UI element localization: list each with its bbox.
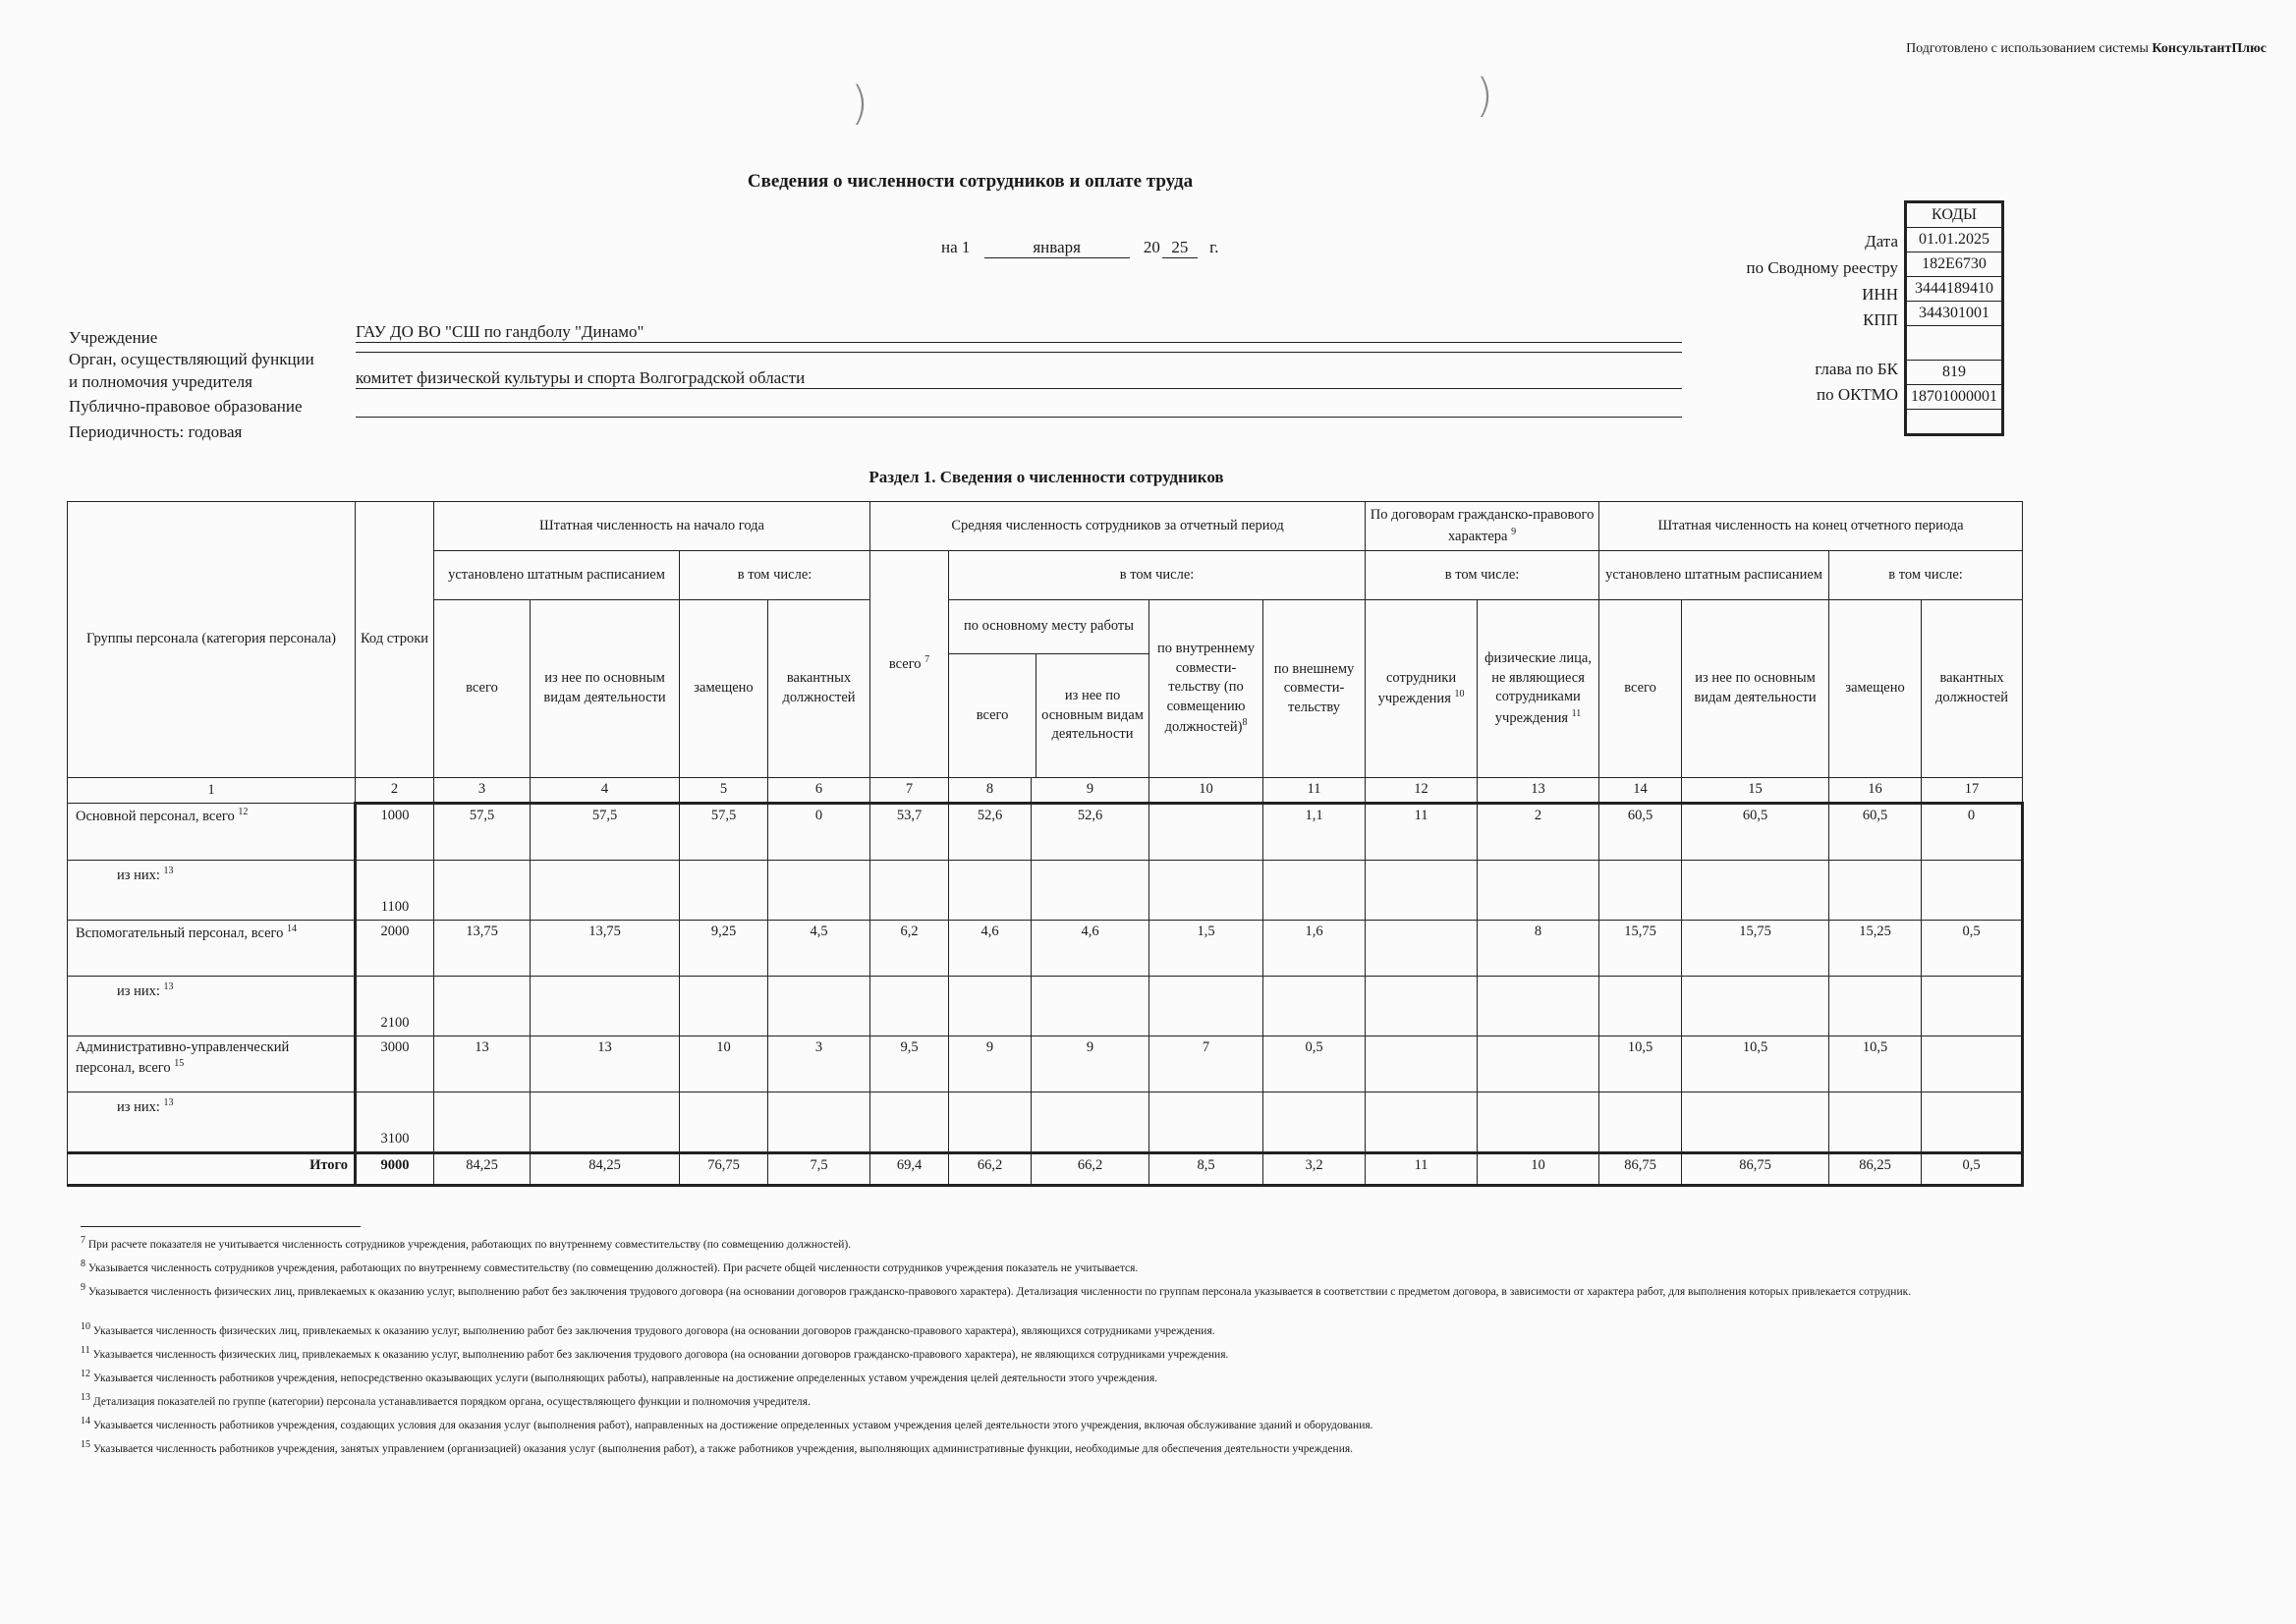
code-registry: 182Е6730 — [1906, 252, 2003, 277]
h-main-place-block — [949, 600, 1149, 778]
value-cell — [1829, 1092, 1922, 1152]
value-cell — [434, 860, 531, 920]
value-cell — [1599, 976, 1682, 1036]
code-empty-2 — [1906, 410, 2003, 435]
group-name — [68, 920, 356, 976]
h-code: Код строки — [356, 502, 434, 778]
value-cell: 84,25 — [434, 1152, 531, 1185]
footnote-text: При расчете показателя не учитывается численность сотрудников учреждения, работающих по внутреннему совместительству (по совмещению должностей). — [87, 1238, 852, 1251]
col-num: 15 — [1682, 778, 1829, 804]
date-year-suffix: 25 — [1162, 238, 1198, 258]
founder-label-2: и полномочия учредителя — [69, 372, 252, 391]
code-date: 01.01.2025 — [1906, 228, 2003, 252]
value-cell: 4,6 — [1032, 920, 1149, 976]
value-cell — [1149, 803, 1263, 860]
row-code: 2000 — [356, 920, 434, 976]
group-name-text: Итого — [309, 1156, 348, 1173]
h-end-established: установлено штатным расписанием — [1599, 551, 1829, 600]
footnote — [81, 1320, 1987, 1340]
value-cell: 4,6 — [949, 920, 1032, 976]
h-internal-sup: 8 — [1242, 717, 1248, 729]
h-end-main-activity: из нее по основным видам деятельности — [1682, 600, 1829, 778]
h-avg-total-text: всего — [888, 656, 922, 673]
value-cell — [1922, 860, 2023, 920]
value-cell: 7,5 — [768, 1152, 870, 1185]
document-title: Сведения о численности сотрудников и оплате труда — [747, 171, 1194, 192]
value-cell — [531, 1092, 680, 1152]
footnote-number: 12 — [81, 1369, 90, 1379]
group-name-text: из них: — [117, 867, 160, 883]
date-g: г. — [1209, 238, 1219, 256]
h-avg: Средняя численность сотрудников за отчетный период — [870, 502, 1366, 551]
footnote-text: Указывается численность работников учреждения, занятых управлением (организацией) оказания услуг (выполнения работ), а также работников учреждения, выполняющих административные функции, необходимые для обеспечения деятельности учреждения. — [92, 1442, 1354, 1455]
group-name-text: из них: — [117, 982, 160, 999]
footnote-separator — [81, 1226, 361, 1227]
footnote — [81, 1368, 1987, 1387]
value-cell — [1366, 920, 1478, 976]
h-internal — [1149, 600, 1263, 778]
footnote-number: 15 — [81, 1439, 90, 1450]
value-cell: 57,5 — [434, 803, 531, 860]
value-cell — [1149, 860, 1263, 920]
value-cell — [1478, 1092, 1599, 1152]
value-cell: 15,75 — [1682, 920, 1829, 976]
h-start-filled: замещено — [680, 600, 768, 778]
h-employees — [1366, 600, 1478, 778]
value-cell: 10,5 — [1682, 1036, 1829, 1092]
founder-label-1: Орган, осуществляющий функции — [69, 350, 314, 368]
value-cell — [1366, 1092, 1478, 1152]
footnote-text: Указывается численность работников учреждения, непосредственно оказывающих услуги (выполняющих работы), направленные на достижение определенных уставом учреждения целей деятельности этого учреждения. — [92, 1372, 1158, 1384]
value-cell: 0,5 — [1263, 1036, 1366, 1092]
value-cell — [680, 1092, 768, 1152]
h-start-vacant: вакантных должностей — [768, 600, 870, 778]
h-internal-text: по внутреннему совмести-тельству (по совмещению должностей) — [1156, 641, 1256, 736]
footnote-number: 14 — [81, 1416, 90, 1427]
footnote-text: Указывается численность сотрудников учреждения, работающих по внутреннему совместительству (по совмещению должностей). При расчете общей численности сотрудников учреждения показатель не учитывается. — [87, 1261, 1139, 1274]
row-code: 9000 — [356, 1152, 434, 1185]
value-cell — [1682, 976, 1829, 1036]
h-main-place-total: всего — [949, 654, 1036, 778]
footnote-number: 13 — [81, 1392, 90, 1403]
value-cell: 9,5 — [870, 1036, 949, 1092]
value-cell — [1922, 1092, 2023, 1152]
value-cell: 10,5 — [1599, 1036, 1682, 1092]
h-start: Штатная численность на начало года — [434, 502, 870, 551]
h-main-place-inner — [949, 600, 1148, 777]
footnote — [81, 1234, 1987, 1254]
value-cell: 13 — [434, 1036, 531, 1092]
value-cell — [1922, 1036, 2023, 1092]
col-num: 7 — [870, 778, 949, 804]
h-avg-total — [870, 551, 949, 778]
col-num: 4 — [531, 778, 680, 804]
prepared-prefix: Подготовлено с использованием системы — [1906, 41, 2153, 56]
col-num: 5 — [680, 778, 768, 804]
group-footnote-ref: 14 — [287, 923, 297, 934]
h-end-filled: замещено — [1829, 600, 1922, 778]
code-inn: 3444189410 — [1906, 277, 2003, 302]
h-end-incl: в том числе: — [1829, 551, 2023, 600]
footnote — [81, 1438, 1987, 1458]
h-main-place: по основному месту работы — [949, 600, 1148, 654]
row-code: 1000 — [356, 803, 434, 860]
value-cell — [949, 1092, 1032, 1152]
value-cell: 66,2 — [1032, 1152, 1149, 1185]
footnote-number: 11 — [81, 1345, 90, 1356]
value-cell: 0 — [768, 803, 870, 860]
value-cell: 0 — [1922, 803, 2023, 860]
value-cell — [1263, 860, 1366, 920]
value-cell — [1263, 1092, 1366, 1152]
staff-table — [67, 501, 2024, 1187]
footnote — [81, 1415, 1987, 1434]
col-num: 9 — [1032, 778, 1149, 804]
section-title: Раздел 1. Сведения о численности сотрудников — [868, 468, 1224, 486]
h-start-established: установлено штатным расписанием — [434, 551, 680, 600]
value-cell: 57,5 — [531, 803, 680, 860]
col-num: 13 — [1478, 778, 1599, 804]
code-empty-1 — [1906, 326, 2003, 361]
value-cell: 84,25 — [531, 1152, 680, 1185]
value-cell: 8,5 — [1149, 1152, 1263, 1185]
table-row — [68, 860, 2023, 920]
col-num: 11 — [1263, 778, 1366, 804]
value-cell: 15,25 — [1829, 920, 1922, 976]
col-num: 1 — [68, 778, 356, 804]
value-cell — [1366, 976, 1478, 1036]
value-cell — [1032, 1092, 1149, 1152]
codes-table — [1904, 200, 2004, 436]
value-cell: 13,75 — [531, 920, 680, 976]
footnote-text: Указывается численность работников учреждения, создающих условия для оказания услуг (выполнения работ), направленных на достижение определенных уставом учреждения целей деятельности этого учреждения, включая обслуживание зданий и оборудования. — [92, 1419, 1373, 1431]
col-num: 10 — [1149, 778, 1263, 804]
founder-line — [356, 352, 1682, 353]
group-name — [68, 1152, 356, 1185]
institution-value: ГАУ ДО ВО "СШ по гандболу "Динамо" — [356, 322, 1682, 343]
value-cell — [531, 976, 680, 1036]
value-cell: 76,75 — [680, 1152, 768, 1185]
h-gph — [1366, 502, 1599, 551]
h-end-total: всего — [1599, 600, 1682, 778]
value-cell — [1599, 860, 1682, 920]
codes-header: КОДЫ — [1906, 202, 2003, 228]
group-footnote-ref: 15 — [174, 1058, 185, 1070]
value-cell: 2 — [1478, 803, 1599, 860]
col-num: 3 — [434, 778, 531, 804]
value-cell: 13,75 — [434, 920, 531, 976]
h-avg-incl: в том числе: — [949, 551, 1366, 600]
group-name — [68, 1036, 356, 1092]
value-cell: 9 — [1032, 1036, 1149, 1092]
footnote — [81, 1391, 1987, 1411]
public-entity-value — [356, 397, 1682, 418]
value-cell: 4,5 — [768, 920, 870, 976]
h-employees-text: сотрудники учреждения — [1377, 669, 1457, 706]
group-name — [68, 976, 356, 1036]
col-num: 14 — [1599, 778, 1682, 804]
footnote-number: 9 — [81, 1282, 85, 1293]
value-cell — [1366, 860, 1478, 920]
value-cell: 13 — [531, 1036, 680, 1092]
h-start-main-activity: из нее по основным видам деятельности — [531, 600, 680, 778]
table-row — [68, 976, 2023, 1036]
prepared-brand: КонсультантПлюс — [2152, 41, 2267, 56]
date-prefix: на 1 — [941, 238, 971, 256]
value-cell — [1682, 1092, 1829, 1152]
table-row — [68, 803, 2023, 860]
value-cell: 86,25 — [1829, 1152, 1922, 1185]
value-cell: 1,6 — [1263, 920, 1366, 976]
footnote — [81, 1281, 1987, 1301]
total-row — [68, 1152, 2023, 1185]
label-oktmo: по ОКТМО — [1816, 385, 1898, 404]
value-cell: 57,5 — [680, 803, 768, 860]
value-cell: 0,5 — [1922, 1152, 2023, 1185]
value-cell — [949, 976, 1032, 1036]
col-num: 2 — [356, 778, 434, 804]
value-cell — [680, 860, 768, 920]
value-cell: 9,25 — [680, 920, 768, 976]
prepared-note — [1906, 41, 2267, 57]
h-end-vacant: вакантных должностей — [1922, 600, 2023, 778]
scan-mark-left: ) — [851, 77, 868, 130]
group-footnote-ref: 13 — [163, 1096, 174, 1108]
value-cell: 60,5 — [1599, 803, 1682, 860]
public-entity-label: Публично-правовое образование — [69, 397, 303, 416]
h-gph-text: По договорам гражданско-правового характера — [1370, 507, 1595, 544]
col-num: 6 — [768, 778, 870, 804]
value-cell — [949, 860, 1032, 920]
group-name — [68, 1092, 356, 1152]
value-cell — [870, 1092, 949, 1152]
h-avg-total-sup: 7 — [924, 654, 930, 666]
value-cell: 86,75 — [1599, 1152, 1682, 1185]
value-cell: 60,5 — [1682, 803, 1829, 860]
date-year-prefix: 20 — [1143, 238, 1160, 256]
value-cell: 53,7 — [870, 803, 949, 860]
row-code: 3000 — [356, 1036, 434, 1092]
row-code: 1100 — [356, 860, 434, 920]
report-date-line — [941, 238, 1218, 258]
value-cell: 1,5 — [1149, 920, 1263, 976]
founder-value: комитет физической культуры и спорта Волгоградской области — [356, 368, 1682, 389]
footnote-text: Указывается численность физических лиц, привлекаемых к оказанию услуг, выполнению работ без заключения трудового договора (на основании договоров гражданско-правового характера), не являющихся сотрудниками учреждения. — [92, 1348, 1229, 1361]
value-cell — [1478, 976, 1599, 1036]
value-cell — [1032, 976, 1149, 1036]
value-cell: 7 — [1149, 1036, 1263, 1092]
row-code: 2100 — [356, 976, 434, 1036]
footnote — [81, 1344, 1987, 1364]
group-footnote-ref: 13 — [163, 980, 174, 992]
date-month: января — [984, 238, 1130, 258]
h-gph-sup: 9 — [1511, 526, 1517, 537]
label-bk: глава по БК — [1815, 360, 1898, 378]
value-cell — [680, 976, 768, 1036]
group-name-text: Вспомогательный персонал, всего — [76, 924, 284, 941]
value-cell — [434, 1092, 531, 1152]
footnote-text: Указывается численность физических лиц, привлекаемых к оказанию услуг, выполнению работ без заключения трудового договора (на основании договоров гражданско-правового характера). Детализация численности по группам персонала указывается в соответствии с предметом договора, в зависимости от характера работ, для выполнения которых привлекается сотрудник. — [87, 1285, 1912, 1298]
h-group: Группы персонала (категория персонала) — [68, 502, 356, 778]
value-cell — [1149, 976, 1263, 1036]
value-cell: 3 — [768, 1036, 870, 1092]
column-numbers-row — [68, 778, 2023, 804]
value-cell — [1478, 860, 1599, 920]
value-cell: 11 — [1366, 803, 1478, 860]
value-cell: 69,4 — [870, 1152, 949, 1185]
footnote — [81, 1258, 1987, 1277]
h-physical — [1478, 600, 1599, 778]
label-kpp: КПП — [1863, 310, 1898, 329]
value-cell: 86,75 — [1682, 1152, 1829, 1185]
code-oktmo: 18701000001 — [1906, 385, 2003, 410]
group-footnote-ref: 12 — [238, 806, 249, 817]
value-cell: 6,2 — [870, 920, 949, 976]
table-row — [68, 1092, 2023, 1152]
value-cell: 15,75 — [1599, 920, 1682, 976]
value-cell: 60,5 — [1829, 803, 1922, 860]
value-cell: 66,2 — [949, 1152, 1032, 1185]
group-name-text: Административно-управленческий персонал, всего — [76, 1038, 290, 1076]
footnote-number: 7 — [81, 1235, 85, 1246]
col-num: 17 — [1922, 778, 2023, 804]
label-date: Дата — [1865, 232, 1898, 251]
group-name-text: из них: — [117, 1098, 160, 1115]
value-cell — [1366, 1036, 1478, 1092]
footnote-text: Указывается численность физических лиц, привлекаемых к оказанию услуг, выполнению работ без заключения трудового договора (на основании договоров гражданско-правового характера), являющихся сотрудниками учреждения. — [92, 1324, 1215, 1337]
value-cell: 11 — [1366, 1152, 1478, 1185]
value-cell: 10,5 — [1829, 1036, 1922, 1092]
codes-block — [1904, 200, 2004, 436]
value-cell: 9 — [949, 1036, 1032, 1092]
label-inn: ИНН — [1862, 285, 1898, 304]
value-cell — [768, 976, 870, 1036]
value-cell — [1829, 976, 1922, 1036]
value-cell — [434, 976, 531, 1036]
value-cell: 10 — [1478, 1152, 1599, 1185]
label-registry: по Сводному реестру — [1746, 258, 1898, 277]
value-cell: 52,6 — [949, 803, 1032, 860]
h-start-incl: в том числе: — [680, 551, 870, 600]
h-end: Штатная численность на конец отчетного периода — [1599, 502, 2023, 551]
value-cell: 1,1 — [1263, 803, 1366, 860]
h-physical-text: физические лица, не являющиеся сотрудниками учреждения — [1484, 649, 1592, 726]
periodicity-label: Периодичность: годовая — [69, 422, 243, 441]
value-cell — [1922, 976, 2023, 1036]
institution-label: Учреждение — [69, 328, 158, 347]
table-body — [68, 803, 2023, 1185]
group-name-text: Основной персонал, всего — [76, 808, 235, 824]
value-cell: 0,5 — [1922, 920, 2023, 976]
table-row — [68, 920, 2023, 976]
value-cell — [1149, 1092, 1263, 1152]
code-kpp: 344301001 — [1906, 302, 2003, 326]
h-external: по внешнему совмести-тельству — [1263, 600, 1366, 778]
code-bk: 819 — [1906, 361, 2003, 385]
value-cell — [1682, 860, 1829, 920]
h-employees-sup: 10 — [1454, 689, 1465, 700]
group-footnote-ref: 13 — [163, 865, 174, 876]
value-cell — [531, 860, 680, 920]
value-cell: 3,2 — [1263, 1152, 1366, 1185]
h-physical-sup: 11 — [1571, 707, 1582, 719]
footnote-number: 10 — [81, 1321, 90, 1332]
value-cell — [1829, 860, 1922, 920]
value-cell — [870, 976, 949, 1036]
h-start-total: всего — [434, 600, 531, 778]
h-gph-incl: в том числе: — [1366, 551, 1599, 600]
scan-mark-right: ) — [1476, 69, 1493, 122]
group-name — [68, 860, 356, 920]
value-cell — [768, 1092, 870, 1152]
row-code: 3100 — [356, 1092, 434, 1152]
h-main-place-activity: из нее по основным видам деятельности — [1041, 688, 1144, 743]
value-cell — [1478, 1036, 1599, 1092]
value-cell — [1263, 976, 1366, 1036]
col-num: 16 — [1829, 778, 1922, 804]
table-row — [68, 1036, 2023, 1092]
value-cell — [768, 860, 870, 920]
value-cell: 10 — [680, 1036, 768, 1092]
value-cell: 52,6 — [1032, 803, 1149, 860]
col-num: 8 — [949, 778, 1032, 804]
value-cell — [1032, 860, 1149, 920]
value-cell: 8 — [1478, 920, 1599, 976]
col-num: 12 — [1366, 778, 1478, 804]
group-name — [68, 803, 356, 860]
footnote-text: Детализация показателей по группе (категории) персонала устанавливается порядком органа, осуществляющего функции и полномочия учредителя. — [92, 1395, 811, 1408]
value-cell — [1599, 1092, 1682, 1152]
footnote-number: 8 — [81, 1259, 85, 1269]
value-cell — [870, 860, 949, 920]
